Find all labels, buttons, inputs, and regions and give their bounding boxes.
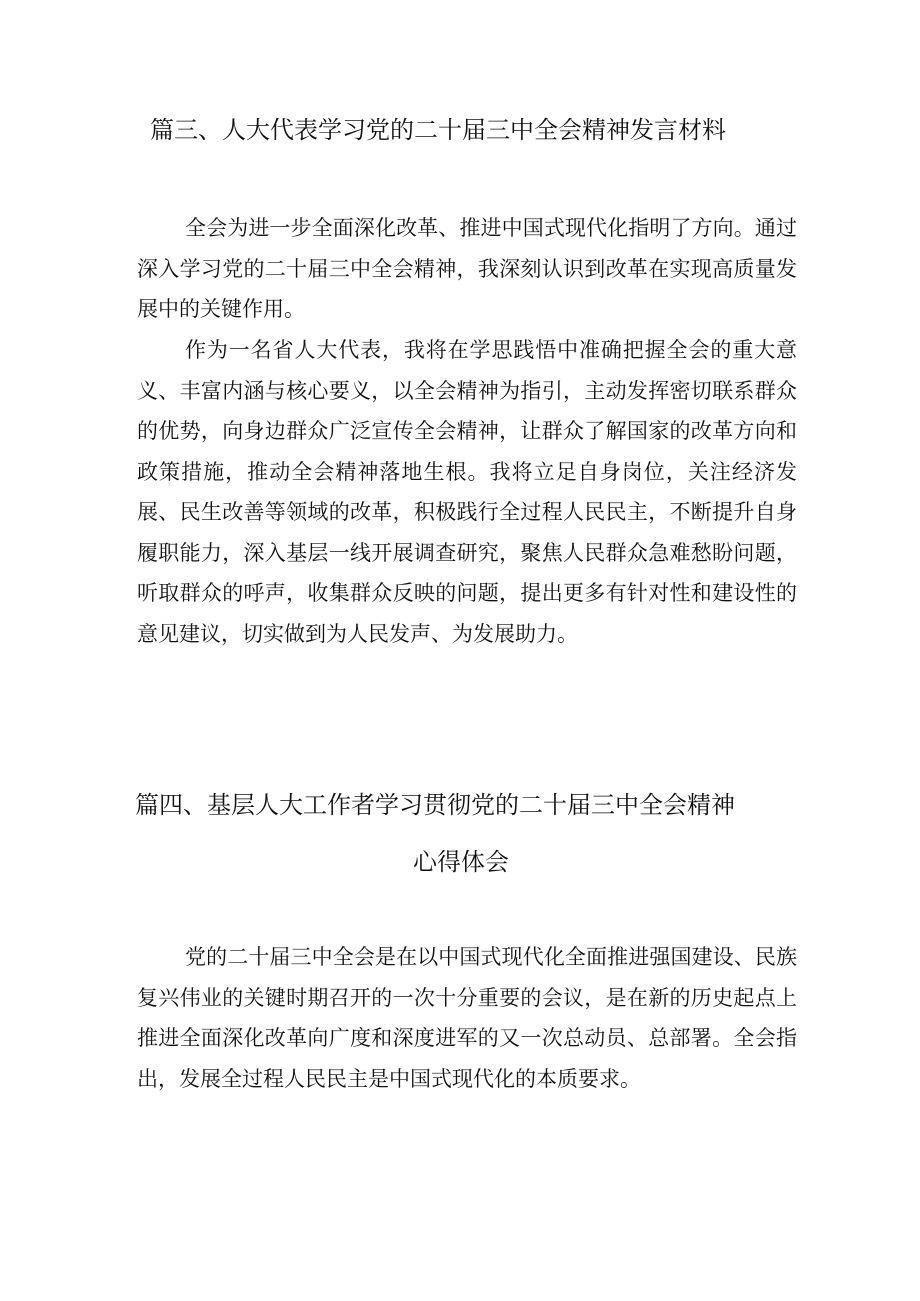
section4-title-line2: 心得体会	[413, 848, 509, 876]
section3-paragraph-1: 全会为进一步全面深化改革、推进中国式现代化指明了方向。通过深入学习党的二十届三中全会精神，我深刻认识到改革在实现高质量发展中的关键作用。	[137, 216, 797, 321]
section4-title-line1: 篇四、基层人大工作者学习贯彻党的二十届三中全会精神	[135, 791, 735, 819]
section4-paragraph-1: 党的二十届三中全会是在以中国式现代化全面推进强国建设、民族复兴伟业的关键时期召开的一次十分重要的会议，是在新的历史起点上推进全面深化改革向广度和深度进军的又一次总动员、总部署。全会指出，发展全过程人民民主是中国式现代化的本质要求。	[137, 945, 797, 1091]
section3-title: 篇三、人大代表学习党的二十届三中全会精神发言材料	[150, 116, 726, 144]
section3-paragraph-2: 作为一名省人大代表，我将在学思践悟中准确把握全会的重大意义、丰富内涵与核心要义，以全会精神为指引，主动发挥密切联系群众的优势，向身边群众广泛宣传全会精神，让群众了解国家的改革方向和政策措施，推动全会精神落地生根。我将立足自身岗位，关注经济发展、民生改善等领域的改革，积极践行全过程人民民主，不断提升自身履职能力，深入基层一线开展调查研究，聚焦人民群众急难愁盼问题，听取群众的呼声，收集群众反映的问题，提出更多有针对性和建设性的意见建议，切实做到为人民发声、为发展助力。	[137, 338, 797, 646]
